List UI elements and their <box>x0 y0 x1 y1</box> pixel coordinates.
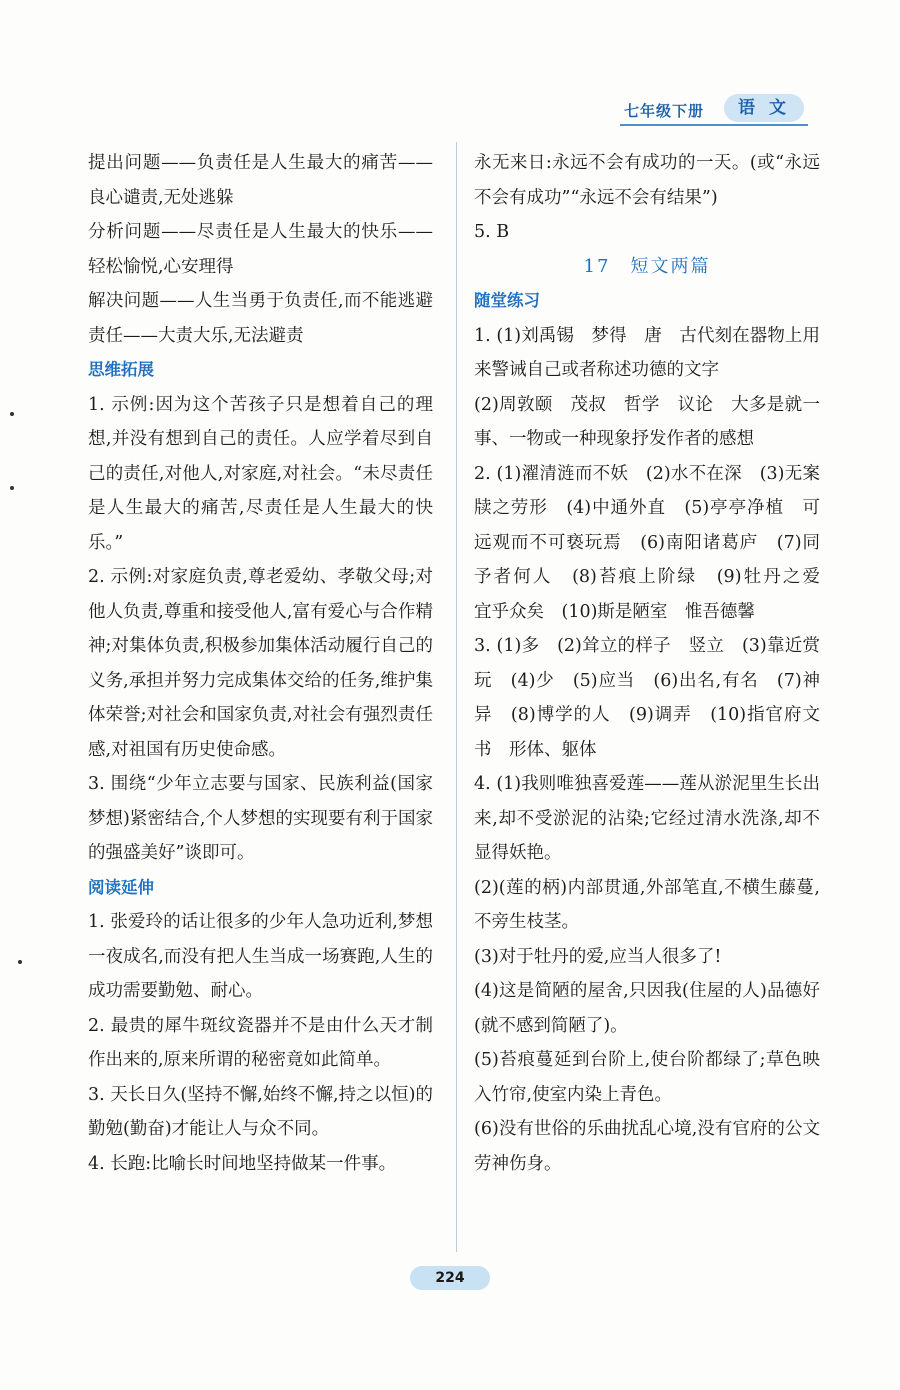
answer-paragraph: 5. B <box>474 222 510 242</box>
answer-paragraph: 4. 长跑:比喻长时间地坚持做某一件事。 <box>88 1153 397 1174</box>
answer-paragraph: 1. 张爱玲的话让很多的少年人急功近利,梦想一夜成名,而没有把人生当成一场赛跑,人生的成功需要勤勉、耐心。 <box>88 912 433 1001</box>
answer-paragraph: 3. 围绕“少年立志要与国家、民族利益(国家梦想)紧密结合,个人梦想的实现要有利于国家的强盛美好”谈即可。 <box>88 774 433 863</box>
lesson-title: 17 短文两篇 <box>583 255 711 277</box>
answer-paragraph: 3. 天长日久(坚持不懈,始终不懈,持之以恒)的勤勉(勤奋)才能让人与众不同。 <box>88 1084 433 1139</box>
answer-paragraph: 4. (1)我则唯独喜爱莲——莲从淤泥里生长出来,却不受淤泥的沾染;它经过清水洗涤,却不显得妖艳。 <box>474 774 820 863</box>
section-heading: 随堂练习 <box>474 291 540 310</box>
right-column <box>474 146 838 1181</box>
page-number: 224 <box>410 1266 490 1290</box>
answer-paragraph: (3)对于牡丹的爱,应当人很多了! <box>474 946 722 967</box>
answer-paragraph: 2. (1)濯清涟而不妖 (2)水不在深 (3)无案牍之劳形 (4)中通外直 (5)亭亭净植 可远观而不可亵玩焉 (6)南阳诸葛庐 (7)同予者何人 (8)苔痕上阶绿 (9)牡丹之爱 宜乎众矣 (10)斯是陋室 惟吾德馨 <box>474 463 838 622</box>
header-underline <box>620 124 808 126</box>
answer-paragraph: 2. 最贵的犀牛斑纹瓷器并不是由什么天才制作出来的,原来所谓的秘密竟如此简单。 <box>88 1015 433 1070</box>
answer-paragraph: 2. 示例:对家庭负责,尊老爱幼、孝敬父母;对他人负责,尊重和接受他人,富有爱心与合作精神;对集体负责,积极参加集体活动履行自己的义务,承担并努力完成集体交给的任务,维护集体荣誉;对社会和国家负责,对社会有强烈责任感,对祖国有历史使命感。 <box>88 567 433 760</box>
answer-paragraph: (2)(莲的柄)内部贯通,外部笔直,不横生藤蔓,不旁生枝茎。 <box>474 877 820 932</box>
left-column <box>88 146 433 1181</box>
grade-label: 七年级下册 <box>624 102 705 120</box>
answer-paragraph: 分析问题——尽责任是人生最大的快乐——轻松愉悦,心安理得 <box>88 222 433 277</box>
answer-paragraph: (5)苔痕蔓延到台阶上,使台阶都绿了;草色映入竹帘,使室内染上青色。 <box>474 1050 820 1105</box>
answer-paragraph: (6)没有世俗的乐曲扰乱心境,没有官府的公文劳神伤身。 <box>474 1119 820 1174</box>
answer-paragraph: 解决问题——人生当勇于负责任,而不能逃避责任——大责大乐,无法避责 <box>88 291 433 346</box>
answer-paragraph: (4)这是简陋的屋舍,只因我(住屋的人)品德好(就不感到简陋了)。 <box>474 981 820 1036</box>
section-heading: 阅读延伸 <box>88 877 154 897</box>
answer-paragraph: 提出问题——负责任是人生最大的痛苦——良心谴责,无处逃躲 <box>88 153 433 208</box>
margin-dot <box>10 486 14 490</box>
answer-paragraph: 3. (1)多 (2)耸立的样子 竖立 (3)靠近赏玩 (4)少 (5)应当 (6)出名,有名 (7)神异 (8)博学的人 (9)调弄 (10)指官府文书 形体、躯体 <box>474 636 820 760</box>
margin-dot <box>18 960 22 964</box>
answer-paragraph: (2)周敦颐 茂叔 哲学 议论 大多是就一事、一物或一种现象抒发作者的感想 <box>474 394 820 449</box>
margin-dot <box>10 412 14 416</box>
page-header <box>620 94 810 128</box>
answer-paragraph: 永无来日:永远不会有成功的一天。(或“永远不会有成功”“永远不会有结果”) <box>474 153 820 208</box>
answer-paragraph: 1. (1)刘禹锡 梦得 唐 古代刻在器物上用来警诫自己或者称述功德的文字 <box>474 325 820 380</box>
answer-paragraph: 1. 示例:因为这个苦孩子只是想着自己的理想,并没有想到自己的责任。人应学着尽到自己的责任,对他人,对家庭,对社会。“未尽责任是人生最大的痛苦,尽责任是人生最大的快乐。” <box>88 394 433 553</box>
subject-badge: 语 文 <box>724 94 804 122</box>
column-divider <box>456 142 457 1252</box>
section-heading: 思维拓展 <box>88 360 154 379</box>
